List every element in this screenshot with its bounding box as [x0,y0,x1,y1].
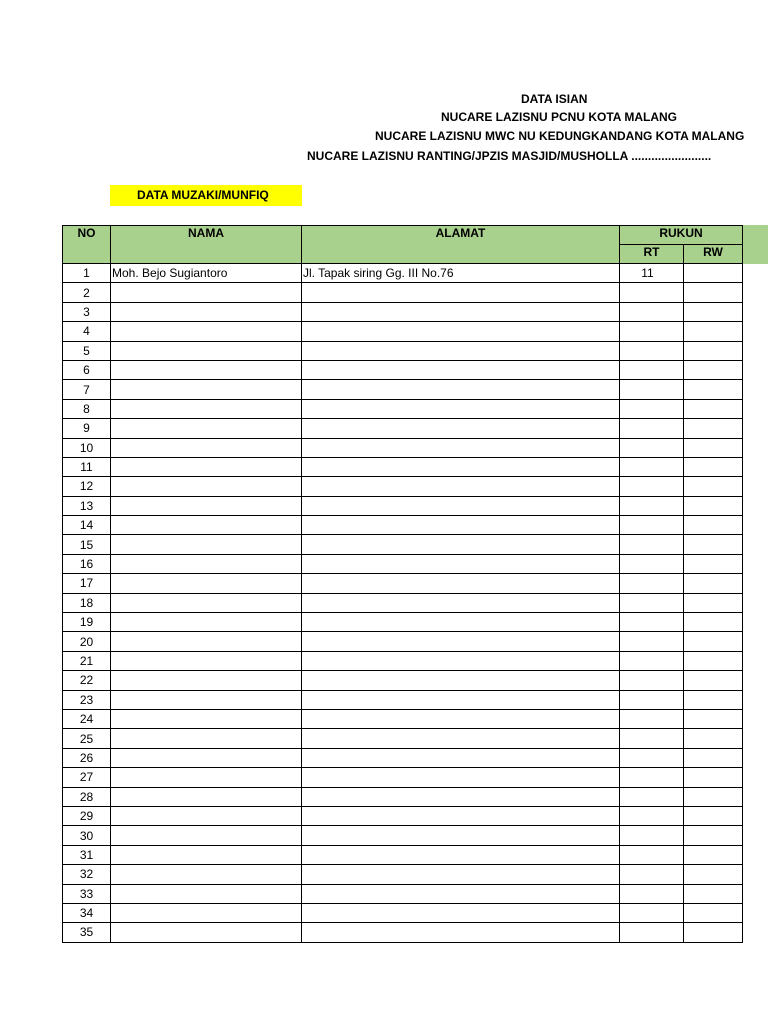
cell-nama[interactable] [111,283,302,302]
cell-rw[interactable] [684,399,743,418]
cell-rw[interactable] [684,826,743,845]
cell-rt[interactable] [620,903,684,922]
table-row [63,496,743,515]
table-row [63,341,743,360]
table-row [63,283,743,302]
section-label-data-muzaki: DATA MUZAKI/MUNFIQ [110,185,302,206]
cell-alamat[interactable]: Jl. Tapak siring Gg. III No.76 [302,264,620,283]
cell-alamat[interactable] [302,845,620,864]
table-row [63,806,743,825]
cell-nama[interactable] [111,535,302,554]
table-row [63,322,743,341]
cell-nama[interactable] [111,438,302,457]
cell-rw[interactable] [684,360,743,379]
table-row [63,632,743,651]
cell-no[interactable]: 35 [63,923,111,942]
cell-no[interactable]: 2 [63,283,111,302]
cell-no[interactable]: 31 [63,845,111,864]
cell-nama[interactable] [111,574,302,593]
cell-rt[interactable] [620,613,684,632]
cell-nama[interactable] [111,903,302,922]
cell-rt[interactable] [620,399,684,418]
table-row [63,360,743,379]
cell-rt[interactable] [620,516,684,535]
table-row [63,613,743,632]
muzaki-table-area [62,225,723,943]
cell-alamat[interactable] [302,477,620,496]
cell-no[interactable]: 7 [63,380,111,399]
cell-nama[interactable] [111,419,302,438]
cell-nama[interactable] [111,360,302,379]
cell-no[interactable]: 12 [63,477,111,496]
cell-nama[interactable] [111,671,302,690]
cell-rw[interactable] [684,341,743,360]
cell-rt[interactable] [620,806,684,825]
cell-rt[interactable] [620,690,684,709]
cell-nama[interactable] [111,613,302,632]
cell-nama[interactable] [111,516,302,535]
cell-nama[interactable] [111,632,302,651]
cell-rt[interactable] [620,651,684,670]
cell-no[interactable]: 3 [63,302,111,321]
cell-rw[interactable] [684,768,743,787]
cell-alamat[interactable] [302,748,620,767]
cell-rt[interactable]: 11 [620,264,684,283]
table-row [63,826,743,845]
table-row [63,593,743,612]
cell-alamat[interactable] [302,651,620,670]
cell-rt[interactable] [620,709,684,728]
cell-rt[interactable] [620,302,684,321]
cell-rt[interactable] [620,283,684,302]
cell-nama[interactable] [111,845,302,864]
cell-alamat[interactable] [302,496,620,515]
cell-rw[interactable] [684,806,743,825]
cell-rt[interactable] [620,496,684,515]
cell-rw[interactable] [684,264,743,283]
cell-alamat[interactable] [302,457,620,476]
cell-nama[interactable] [111,787,302,806]
column-header-rukun: RUKUN [620,226,743,245]
cell-rw[interactable] [684,884,743,903]
table-row [63,477,743,496]
cell-rt[interactable] [620,865,684,884]
cell-no[interactable]: 25 [63,729,111,748]
cell-alamat[interactable] [302,322,620,341]
cell-nama[interactable] [111,709,302,728]
muzaki-table [62,225,743,943]
table-row [63,554,743,573]
cell-rw[interactable] [684,690,743,709]
table-row [63,302,743,321]
column-header-nama: NAMA [111,226,302,264]
cell-nama[interactable] [111,651,302,670]
cell-rw[interactable] [684,457,743,476]
cell-rw[interactable] [684,419,743,438]
cell-nama[interactable] [111,768,302,787]
cell-rt[interactable] [620,671,684,690]
cell-rt[interactable] [620,360,684,379]
cell-nama[interactable] [111,341,302,360]
table-row [63,845,743,864]
cell-rt[interactable] [620,768,684,787]
cell-no[interactable]: 28 [63,787,111,806]
cell-no[interactable]: 11 [63,457,111,476]
cell-alamat[interactable] [302,729,620,748]
cell-rw[interactable] [684,903,743,922]
cell-rt[interactable] [620,419,684,438]
table-row [63,380,743,399]
table-row [63,709,743,728]
cell-rw[interactable] [684,865,743,884]
cell-alamat[interactable] [302,593,620,612]
cell-alamat[interactable] [302,613,620,632]
cell-no[interactable]: 9 [63,419,111,438]
cell-rw[interactable] [684,477,743,496]
cell-nama[interactable] [111,496,302,515]
cell-rt[interactable] [620,477,684,496]
cell-nama[interactable] [111,690,302,709]
table-row [63,651,743,670]
title-ranting: NUCARE LAZISNU RANTING/JPZIS MASJID/MUSHOLLA ........................ [307,149,712,163]
cell-nama[interactable] [111,865,302,884]
table-row [63,438,743,457]
column-header-alamat: ALAMAT [302,226,620,264]
cell-rw[interactable] [684,787,743,806]
cell-no[interactable]: 18 [63,593,111,612]
cell-no[interactable]: 29 [63,806,111,825]
cell-alamat[interactable] [302,826,620,845]
cell-alamat[interactable] [302,380,620,399]
cell-nama[interactable] [111,806,302,825]
cell-no[interactable]: 16 [63,554,111,573]
cell-no[interactable]: 21 [63,651,111,670]
cell-nama[interactable] [111,748,302,767]
cell-rt[interactable] [620,554,684,573]
cell-no[interactable]: 8 [63,399,111,418]
cell-rw[interactable] [684,283,743,302]
table-row [63,748,743,767]
cell-rt[interactable] [620,923,684,942]
cell-no[interactable]: 34 [63,903,111,922]
table-row [63,768,743,787]
cell-nama[interactable] [111,593,302,612]
cell-nama[interactable] [111,826,302,845]
cell-no[interactable]: 6 [63,360,111,379]
cell-rt[interactable] [620,826,684,845]
cell-alamat[interactable] [302,865,620,884]
title-pcnu: NUCARE LAZISNU PCNU KOTA MALANG [441,110,677,124]
cell-alamat[interactable] [302,632,620,651]
table-row [63,535,743,554]
cell-nama[interactable]: Moh. Bejo Sugiantoro [111,264,302,283]
cell-no[interactable]: 30 [63,826,111,845]
cell-rw[interactable] [684,535,743,554]
cell-no[interactable]: 5 [63,341,111,360]
table-row [63,787,743,806]
title-data-isian: DATA ISIAN [521,92,588,106]
cell-alamat[interactable] [302,399,620,418]
cell-alamat[interactable] [302,806,620,825]
cell-rw[interactable] [684,748,743,767]
cell-rt[interactable] [620,322,684,341]
cell-rw[interactable] [684,613,743,632]
cell-nama[interactable] [111,302,302,321]
column-header-rt: RT [620,245,684,264]
cell-no[interactable]: 4 [63,322,111,341]
cell-rt[interactable] [620,884,684,903]
cell-no[interactable]: 20 [63,632,111,651]
cell-alamat[interactable] [302,535,620,554]
table-row [63,264,743,283]
cell-no[interactable]: 1 [63,264,111,283]
cell-rt[interactable] [620,729,684,748]
cell-rw[interactable] [684,496,743,515]
cell-alamat[interactable] [302,787,620,806]
table-row [63,516,743,535]
cell-no[interactable]: 23 [63,690,111,709]
cell-no[interactable]: 26 [63,748,111,767]
cell-rw[interactable] [684,671,743,690]
cell-rt[interactable] [620,845,684,864]
cell-rw[interactable] [684,923,743,942]
table-row [63,729,743,748]
cell-no[interactable]: 19 [63,613,111,632]
cell-alamat[interactable] [302,302,620,321]
cell-alamat[interactable] [302,283,620,302]
cell-alamat[interactable] [302,768,620,787]
table-row [63,865,743,884]
table-row [63,884,743,903]
cell-rw[interactable] [684,302,743,321]
cell-nama[interactable] [111,554,302,573]
table-row [63,457,743,476]
cell-rw[interactable] [684,593,743,612]
table-row [63,923,743,942]
cell-alamat[interactable] [302,438,620,457]
cell-rw[interactable] [684,709,743,728]
table-row [63,399,743,418]
cell-nama[interactable] [111,399,302,418]
cell-no[interactable]: 13 [63,496,111,515]
table-row [63,574,743,593]
column-header-no: NO [63,226,111,264]
cell-alamat[interactable] [302,923,620,942]
cell-nama[interactable] [111,322,302,341]
column-header-rw: RW [684,245,743,264]
table-row [63,903,743,922]
cell-alamat[interactable] [302,419,620,438]
cell-no[interactable]: 22 [63,671,111,690]
cell-rt[interactable] [620,438,684,457]
cell-rw[interactable] [684,554,743,573]
title-mwc: NUCARE LAZISNU MWC NU KEDUNGKANDANG KOTA MALANG [375,129,745,143]
cell-alamat[interactable] [302,884,620,903]
cell-rt[interactable] [620,748,684,767]
cell-nama[interactable] [111,884,302,903]
cell-nama[interactable] [111,477,302,496]
cell-alamat[interactable] [302,903,620,922]
cell-rt[interactable] [620,574,684,593]
cell-rt[interactable] [620,341,684,360]
cell-rt[interactable] [620,593,684,612]
cell-rw[interactable] [684,438,743,457]
cell-rw[interactable] [684,729,743,748]
cell-nama[interactable] [111,380,302,399]
cell-no[interactable]: 14 [63,516,111,535]
cell-no[interactable]: 24 [63,709,111,728]
cell-rw[interactable] [684,516,743,535]
cell-alamat[interactable] [302,709,620,728]
cell-rt[interactable] [620,632,684,651]
cell-alamat[interactable] [302,671,620,690]
cell-no[interactable]: 10 [63,438,111,457]
cell-no[interactable]: 33 [63,884,111,903]
cell-rw[interactable] [684,845,743,864]
cell-alamat[interactable] [302,554,620,573]
cell-alamat[interactable] [302,690,620,709]
cell-no[interactable]: 32 [63,865,111,884]
cell-alamat[interactable] [302,516,620,535]
cell-rw[interactable] [684,574,743,593]
cell-alamat[interactable] [302,574,620,593]
cell-nama[interactable] [111,457,302,476]
cell-rw[interactable] [684,651,743,670]
table-body [63,264,743,943]
cell-nama[interactable] [111,729,302,748]
cell-rt[interactable] [620,787,684,806]
cell-alamat[interactable] [302,341,620,360]
cell-rw[interactable] [684,380,743,399]
table-row [63,419,743,438]
cell-no[interactable]: 15 [63,535,111,554]
cell-rt[interactable] [620,535,684,554]
cell-rw[interactable] [684,322,743,341]
table-row [63,671,743,690]
cell-rt[interactable] [620,457,684,476]
cell-rw[interactable] [684,632,743,651]
cell-nama[interactable] [111,923,302,942]
cell-no[interactable]: 27 [63,768,111,787]
cell-alamat[interactable] [302,360,620,379]
cell-no[interactable]: 17 [63,574,111,593]
table-row [63,690,743,709]
cell-rt[interactable] [620,380,684,399]
